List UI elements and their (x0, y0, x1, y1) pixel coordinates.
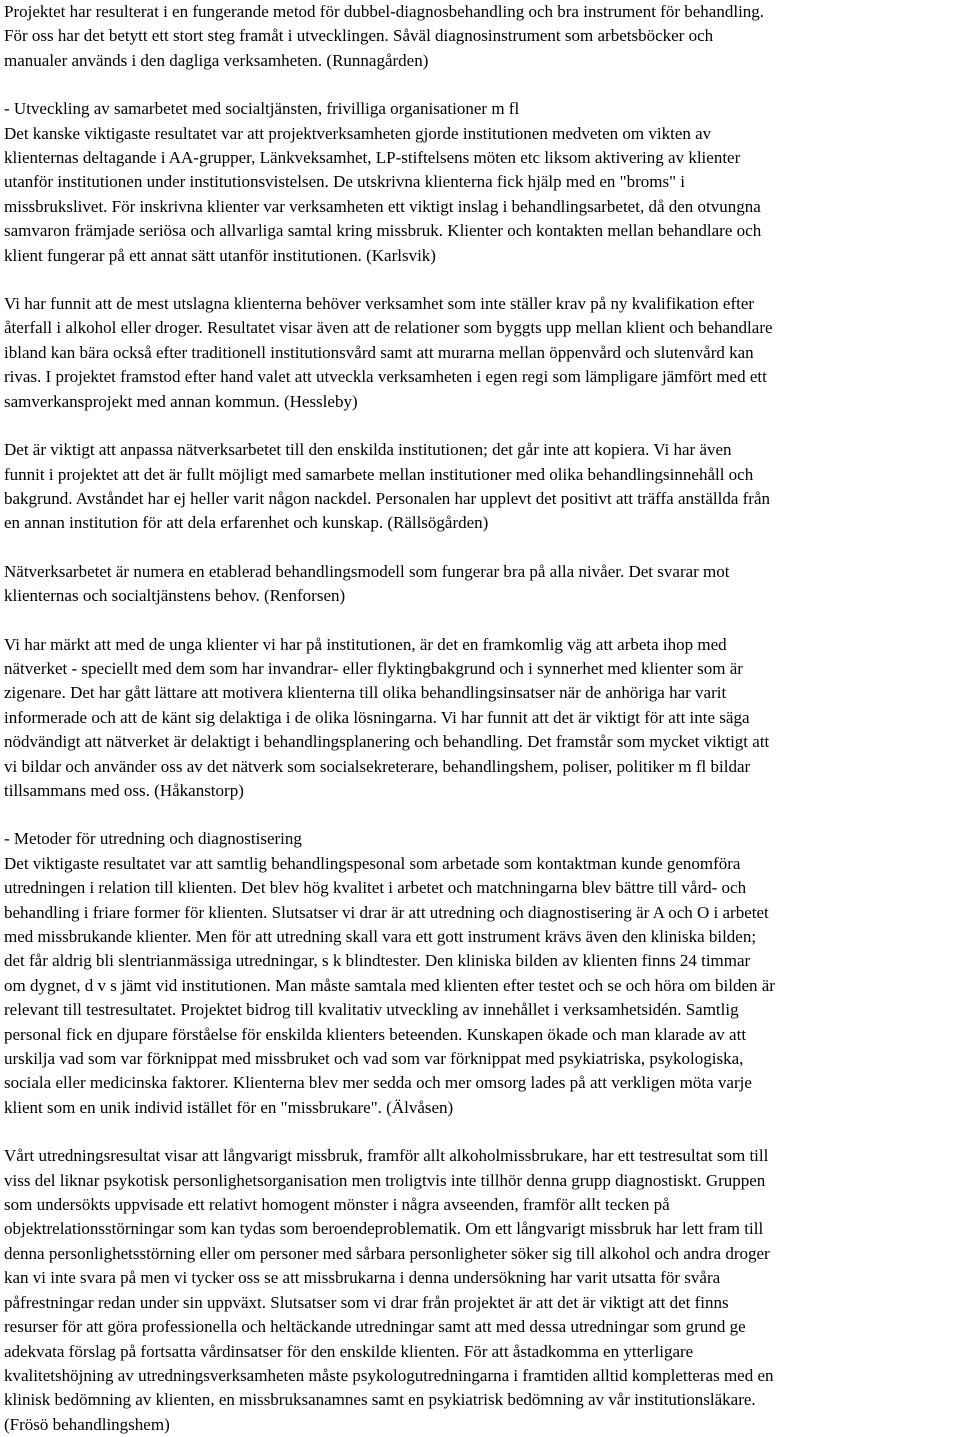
text-line: klienternas och socialtjänstens behov. (Renforsen) (4, 586, 346, 606)
text-line: med missbrukande klienter. Men för att utredning skall vara ett gott instrument krävs även den kliniska bilden; (4, 927, 757, 946)
text-line: (Frösö behandlingshem) (4, 1414, 170, 1434)
text-line: Det kanske viktigaste resultatet var att projektverksamheten gjorde institutionen medveten om vikten av (4, 123, 712, 143)
text-line: missbrukslivet. För inskrivna klienter var verksamheten ett viktigt inslag i behandlingsarbetet, då den otvungna (4, 196, 761, 216)
text-line: viss del liknar psykotisk personlighetsorganisation men troligtvis inte tillhör denna grupp diagnostiskt. Gruppen (4, 1170, 766, 1190)
text-line: sociala eller medicinska faktorer. Klienterna blev mer sedda och mer omsorg lades på att verkligen möta varje (4, 1073, 752, 1093)
text-line: tillsammans med oss. (Håkanstorp) (4, 780, 244, 800)
section-heading: - Metoder för utredning och diagnostisering (4, 829, 302, 849)
text-line: om dygnet, d v s jämt vid institutionen. Man måste samtala med klienten efter testet och se och höra om bilden är (4, 975, 775, 995)
text-line: nätverket - speciellt med dem som har invandrar- eller flyktingbakgrund och i synnerhet med klienter som är (4, 658, 743, 678)
text-line: som undersökts uppvisade ett relativt homogent mönster i några avseenden, framför allt tecken på (4, 1195, 670, 1215)
text-line: klient som en unik individ istället för en "missbrukare". (Älvåsen) (4, 1097, 454, 1117)
paragraph (4, 292, 956, 414)
text-line: urskilja vad som var förknippat med missbruket och vad som var förknippat med psykiatriska, psykologiska, (4, 1049, 744, 1069)
text-line: ibland kan bära också efter traditionell institutionsvård samt att murarna mellan öppenvård och slutenvård kan (4, 342, 754, 362)
text-line: vi bildar och använder oss av det nätverk som socialsekreterare, behandlingshem, poliser, politiker m fl bildar (4, 756, 751, 776)
text-line: rivas. I projektet framstod efter hand valet att utveckla verksamheten i egen regi som lämpligare jämfört med ett (4, 367, 767, 387)
text-line: samvaron främjade seriösa och allvarliga samtal kring missbruk. Klienter och kontakten mellan behandlare och (4, 221, 762, 241)
text-line: Projektet har resulterat i en fungerande metod för dubbel-diagnosbehandling och bra instrument för behandling. (4, 2, 765, 21)
text-line: informerade och att de känt sig delaktiga i de olika lösningarna. Vi har funnit att det är viktigt för att inte säga (4, 707, 750, 727)
text-line: behandling i friare former för klienten. Slutsatser vi drar är att utredning och diagnostisering är A och O i arbetet (4, 902, 769, 922)
text-line: klient fungerar på ett annat sätt utanför institutionen. (Karlsvik) (4, 245, 436, 265)
text-line: kvalitetshöjning av utredningsverksamheten måste psykologutredningarna i framtiden alltid kompletteras med en (4, 1365, 774, 1385)
text-line: denna personlighetsstörning eller om personer med sårbara personligheter söker sig till alkohol och andra droger (4, 1243, 770, 1263)
text-line: Nätverksarbetet är numera en etablerad behandlingsmodell som fungerar bra på alla nivåer. Det svarar mot (4, 561, 730, 581)
paragraph (4, 97, 956, 268)
text-line: återfall i alkohol eller droger. Resultatet visar även att de relationer som byggts upp mellan klient och behandlare (4, 318, 773, 338)
paragraph (4, 438, 956, 536)
section-heading: - Utveckling av samarbetet med socialtjänsten, frivilliga organisationer m fl (4, 99, 520, 119)
paragraph (4, 633, 956, 804)
text-line: relevant till testresultatet. Projektet bidrog till kvalitativ utveckling av innehållet i verksamhetsidén. Samtlig (4, 1000, 739, 1020)
text-line: Det viktigaste resultatet var att samtlig behandlingspesonal som arbetade som kontaktman kunde genomföra (4, 853, 741, 873)
paragraph (4, 0, 956, 73)
text-line: Det är viktigt att anpassa nätverksarbetet till den enskilda institutionen; det går inte att kopiera. Vi har även (4, 440, 732, 460)
text-line: resurser för att göra professionella och heltäckande utredningar samt att med dessa utredningar som grund ge (4, 1317, 746, 1337)
text-line: Vi har märkt att med de unga klienter vi har på institutionen, är det en framkomlig väg att arbeta ihop med (4, 634, 727, 654)
text-line: en annan institution för att dela erfarenhet och kunskap. (Rällsögården) (4, 513, 489, 533)
text-line: objektrelationsstörningar som kan tydas som beroendeproblematik. Om ett långvarigt missbruk har lett fram till (4, 1219, 764, 1239)
text-line: Vi har funnit att de mest utslagna klienterna behöver verksamhet som inte ställer krav på ny kvalifikation efter (4, 294, 755, 314)
text-line: kan vi inte svara på men vi tycker oss se att missbrukarna i denna undersökning har varit utsatta för svåra (4, 1268, 721, 1288)
text-line: klinisk bedömning av klienten, en missbruksanamnes samt en psykiatrisk bedömning av vår institutionsläkare. (4, 1390, 756, 1410)
text-line: För oss har det betytt ett stort steg framåt i utvecklingen. Såväl diagnosinstrument som arbetsböcker och (4, 26, 714, 46)
text-line: påfrestningar redan under sin uppväxt. Slutsatser som vi drar från projektet är att det är viktigt att det finns (4, 1292, 729, 1312)
text-line: det får aldrig bli slentrianmässiga utredningar, s k blindtester. Den kliniska bilden av klienten finns 24 timmar (4, 951, 751, 971)
text-line: personal fick en djupare förståelse för enskilda klienters beteenden. Kunskapen ökade och man klarade av att (4, 1024, 747, 1044)
paragraph (4, 827, 956, 1120)
text-line: adekvata förslag på fortsatta vårdinsatser för den enskilde klienten. För att åstadkomma en ytterligare (4, 1341, 694, 1361)
text-line: funnit i projektet att det är fullt möjligt med samarbete mellan institutioner med olika behandlingsinnehåll och (4, 464, 754, 484)
paragraph (4, 1144, 956, 1437)
text-line: nödvändigt att nätverket är delaktigt i behandlingsplanering och behandling. Det framstår som mycket viktigt att (4, 732, 770, 752)
text-line: manualer används i den dagliga verksamheten. (Runnagården) (4, 50, 429, 70)
text-line: utanför institutionen under institutionsvistelsen. De utskrivna klienterna fick hjälp med en "broms" i (4, 172, 686, 192)
text-line: Vårt utredningsresultat visar att långvarigt missbruk, framför allt alkoholmissbrukare, har ett testresultat som till (4, 1146, 769, 1166)
paragraph (4, 560, 956, 609)
text-line: utredningen i relation till klienten. Det blev hög kvalitet i arbetet och matchningarna blev bättre till vård- och (4, 878, 747, 898)
text-line: bakgrund. Avståndet har ej heller varit någon nackdel. Personalen har upplevt det positivt att träffa anställda från (4, 488, 771, 508)
text-line: samverkansprojekt med annan kommun. (Hessleby) (4, 391, 358, 411)
text-line: zigenare. Det har gått lättare att motivera klienterna till olika behandlingsinsatser när de anhöriga har varit (4, 683, 727, 703)
text-line: klienternas deltagande i AA-grupper, Länkveksamhet, LP-stiftelsens möten etc liksom aktivering av klienter (4, 148, 741, 168)
